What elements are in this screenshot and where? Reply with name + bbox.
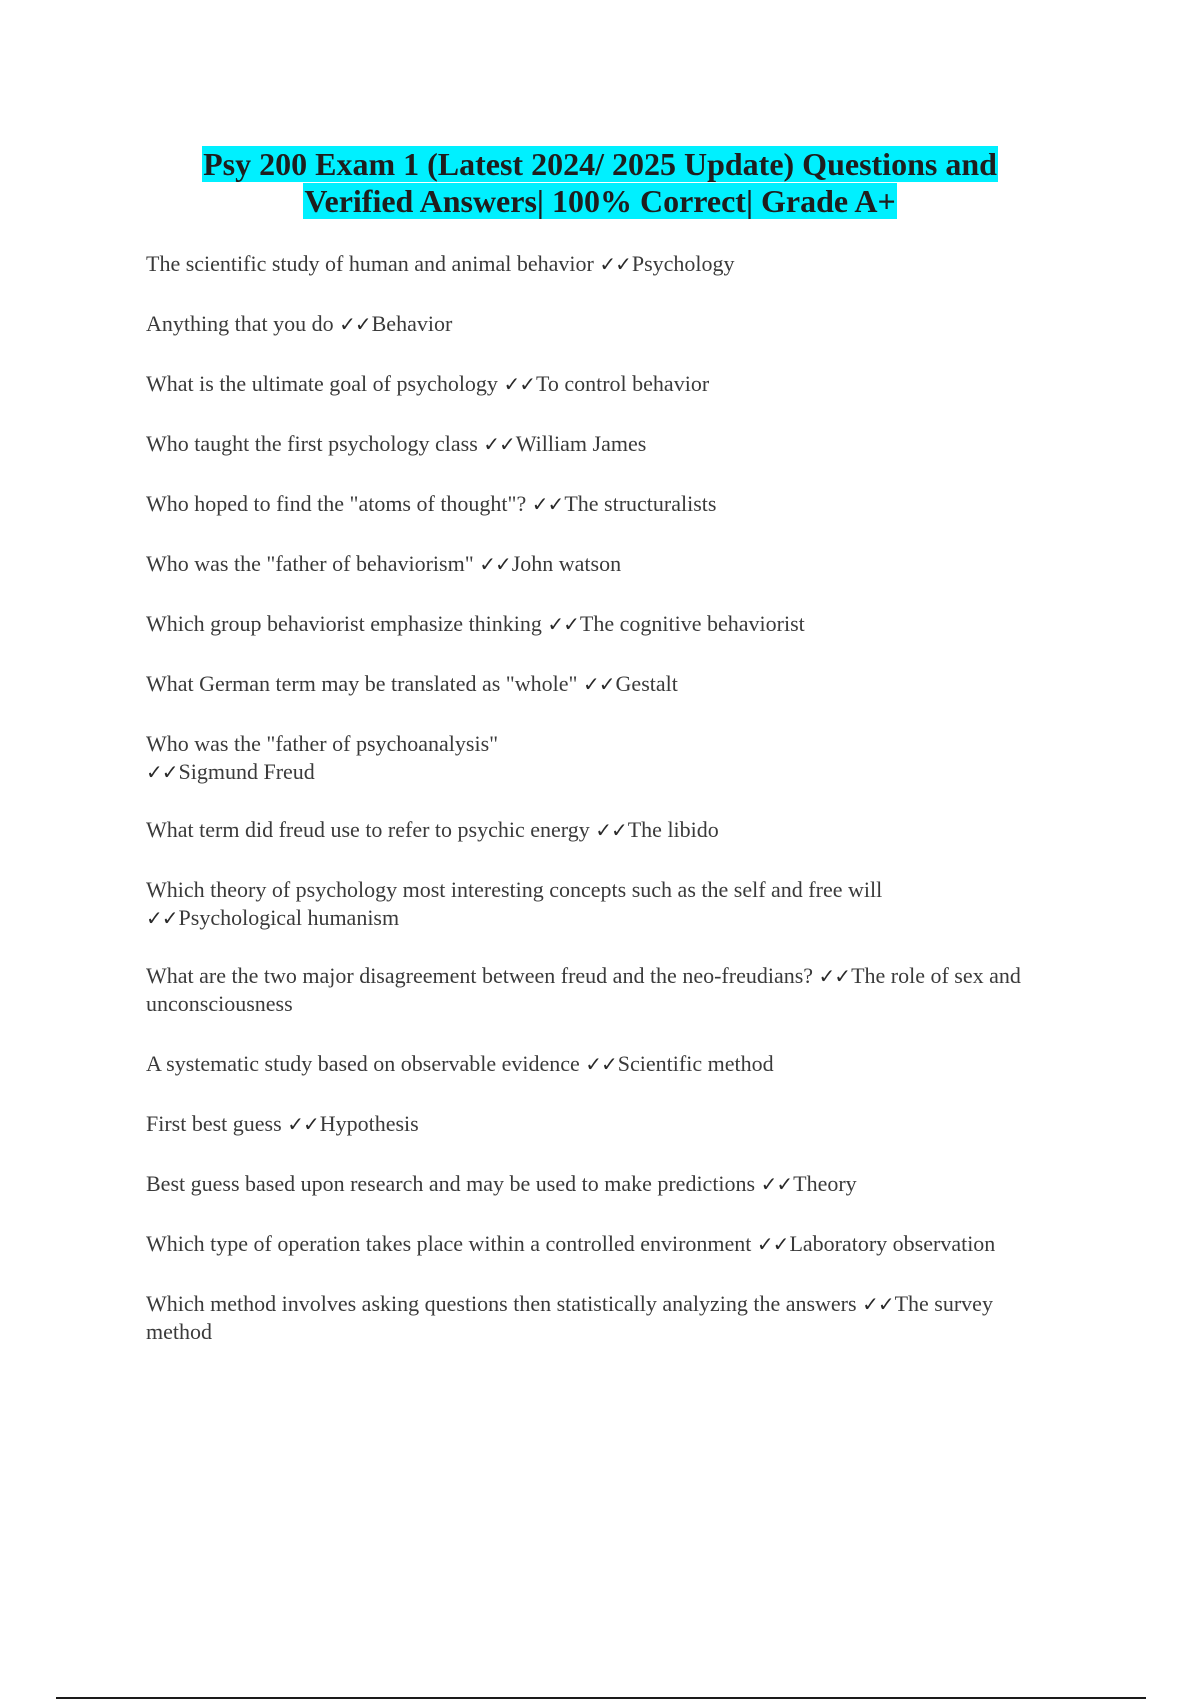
qa-item: [146, 550, 1061, 578]
double-check-icon: ✓✓: [585, 1052, 617, 1076]
answer-text: Behavior: [371, 311, 453, 336]
double-check-icon: ✓✓: [287, 1112, 319, 1136]
answer-text: William James: [515, 431, 647, 456]
answer-text: Laboratory observation: [789, 1231, 996, 1256]
question-text: Who was the "father of psychoanalysis": [146, 731, 499, 756]
question-text: First best guess: [146, 1111, 288, 1136]
qa-item: [146, 310, 1061, 338]
question-text: What German term may be translated as "whole": [146, 671, 584, 696]
qa-item: [146, 610, 1061, 638]
question-text: Anything that you do: [146, 311, 340, 336]
qa-item: [146, 1170, 1061, 1198]
qa-item: [146, 430, 1061, 458]
question-text: What is the ultimate goal of psychology: [146, 371, 504, 396]
answer-text: Theory: [793, 1171, 857, 1196]
question-text: Who taught the first psychology class: [146, 431, 484, 456]
qa-item: [146, 250, 1061, 278]
answer-text: The libido: [627, 817, 719, 842]
question-text: Which type of operation takes place within a controlled environment: [146, 1231, 757, 1256]
qa-item: [146, 1110, 1061, 1138]
answer-text: Gestalt: [615, 671, 678, 696]
answer-text: The structuralists: [564, 491, 717, 516]
qa-item: [146, 1050, 1061, 1078]
answer-text: The survey method: [146, 1291, 993, 1344]
double-check-icon: ✓✓: [531, 492, 564, 516]
qa-item: [146, 370, 1061, 398]
question-text: Who hoped to find the "atoms of thought"?: [146, 491, 532, 516]
document-title: [0, 146, 1200, 220]
double-check-icon: ✓✓: [756, 1232, 789, 1256]
qa-list: [146, 250, 1061, 1378]
title-line-2: Verified Answers| 100% Correct| Grade A+: [304, 183, 896, 219]
answer-text: Psychology: [631, 251, 735, 276]
qa-item: [146, 1230, 1061, 1258]
answer-text: Scientific method: [617, 1051, 774, 1076]
question-text: Best guess based upon research and may be used to make predictions: [146, 1171, 761, 1196]
title-line-1: Psy 200 Exam 1 (Latest 2024/ 2025 Update) Questions and: [203, 146, 997, 182]
qa-item: [146, 490, 1061, 518]
question-text: Who was the "father of behaviorism": [146, 551, 480, 576]
double-check-icon: ✓✓: [339, 312, 371, 336]
answer-text: The role of sex and unconsciousness: [146, 963, 1021, 1016]
double-check-icon: ✓✓: [862, 1292, 894, 1316]
answer-text: The cognitive behaviorist: [579, 611, 805, 636]
qa-item: [146, 962, 1061, 1018]
qa-item: [146, 730, 506, 786]
double-check-icon: ✓✓: [483, 432, 515, 456]
answer-text: Psychological humanism: [178, 905, 400, 930]
answer-text: John watson: [511, 551, 622, 576]
double-check-icon: ✓✓: [595, 818, 627, 842]
question-text: Which group behaviorist emphasize thinking: [146, 611, 548, 636]
double-check-icon: ✓✓: [146, 760, 178, 784]
double-check-icon: ✓✓: [146, 906, 178, 930]
double-check-icon: ✓✓: [760, 1172, 793, 1196]
answer-text: Hypothesis: [319, 1111, 419, 1136]
answer-text: Sigmund Freud: [178, 759, 315, 784]
double-check-icon: ✓✓: [599, 252, 631, 276]
qa-item: [146, 1290, 1061, 1346]
question-text: What term did freud use to refer to psychic energy: [146, 817, 596, 842]
answer-text: To control behavior: [535, 371, 710, 396]
double-check-icon: ✓✓: [547, 612, 579, 636]
question-text: Which theory of psychology most interesting concepts such as the self and free will: [146, 877, 883, 902]
qa-item: [146, 670, 1061, 698]
qa-item: [146, 816, 1061, 844]
question-text: Which method involves asking questions then statistically analyzing the answers: [146, 1291, 863, 1316]
question-text: What are the two major disagreement between freud and the neo-freudians?: [146, 963, 819, 988]
question-text: A systematic study based on observable evidence: [146, 1051, 586, 1076]
double-check-icon: ✓✓: [583, 672, 615, 696]
double-check-icon: ✓✓: [818, 964, 851, 988]
double-check-icon: ✓✓: [479, 552, 511, 576]
page-footer-rule: [56, 1697, 1146, 1699]
question-text: The scientific study of human and animal behavior: [146, 251, 600, 276]
qa-item: [146, 876, 926, 932]
double-check-icon: ✓✓: [503, 372, 535, 396]
